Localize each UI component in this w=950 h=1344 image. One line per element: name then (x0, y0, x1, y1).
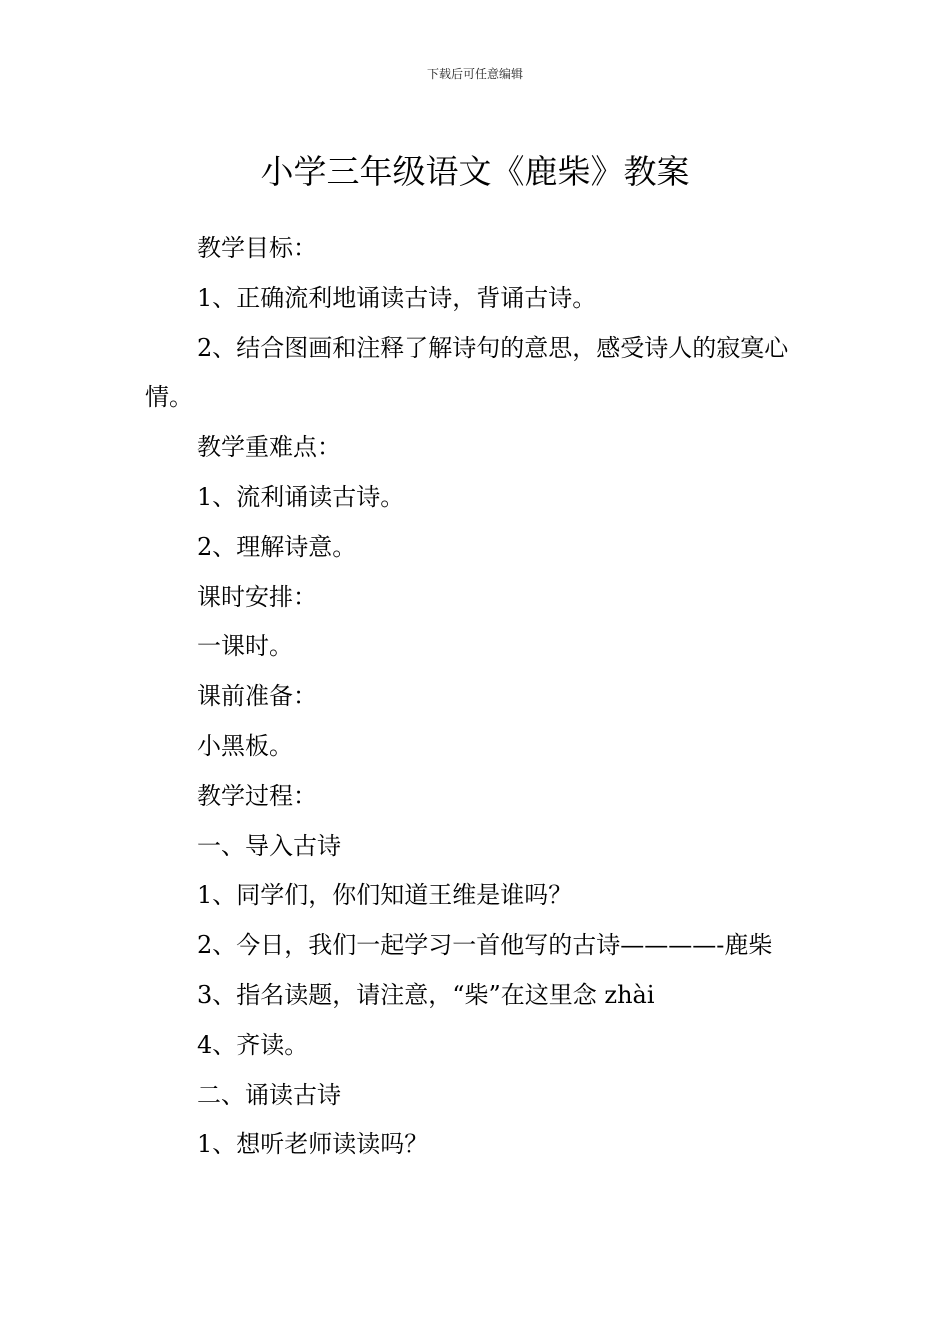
process-step-heading: 一、导入古诗 (197, 831, 341, 860)
process-item: 1、同学们，你们知道王维是谁吗？ (197, 881, 573, 910)
schedule-text: 一课时。 (197, 632, 293, 661)
process-item: 3、指名读题，请注意，“柴”在这里念 zhài (197, 980, 655, 1009)
process-item: 1、想听老师读读吗？ (197, 1130, 429, 1159)
process-item: 2、今日，我们一起学习一首他写的古诗————-鹿柴 (197, 931, 773, 960)
objective-item: 1、正确流利地诵读古诗，背诵古诗。 (197, 283, 597, 312)
key-point-item: 2、理解诗意。 (197, 532, 357, 561)
process-step-heading: 二、诵读古诗 (197, 1080, 341, 1109)
section-heading-preparation: 课前准备： (197, 682, 317, 711)
section-heading-schedule: 课时安排： (197, 582, 317, 611)
process-item: 4、齐读。 (197, 1030, 309, 1059)
preparation-text: 小黑板。 (197, 731, 293, 760)
document-body (145, 224, 810, 1170)
section-heading-objectives: 教学目标： (197, 234, 317, 262)
key-point-item: 1、流利诵读古诗。 (197, 482, 405, 511)
objective-item: 2、结合图画和注释了解诗句的意思，感受诗人的寂寞心情。 (145, 333, 789, 412)
section-heading-process: 教学过程： (197, 781, 317, 810)
watermark-text: 下载后可任意编辑 (426, 67, 523, 81)
document-title: 小学三年级语文《鹿柴》教案 (260, 152, 690, 192)
section-heading-key-points: 教学重难点： (197, 433, 341, 462)
